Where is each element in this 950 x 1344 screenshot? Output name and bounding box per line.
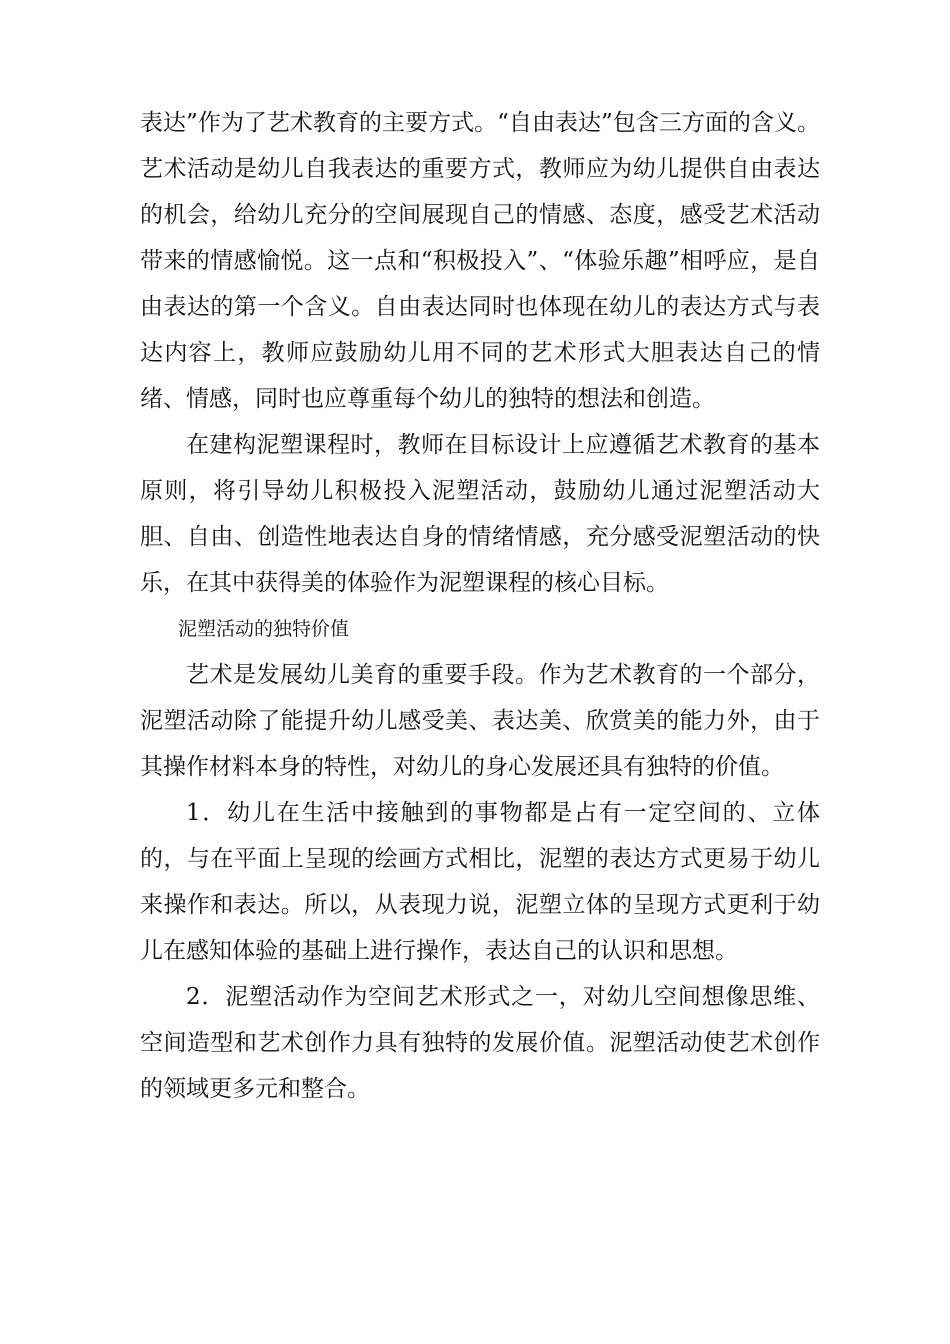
paragraph-point-2: 2．泥塑活动作为空间艺术形式之一，对幼儿空间想像思维、空间造型和艺术创作力具有独特的发展价值。泥塑活动使艺术创作的领域更多元和整合。 <box>140 984 820 1102</box>
document-body <box>140 100 820 1112</box>
paragraph-course-goal: 在建构泥塑课程时，教师在目标设计上应遵循艺术教育的基本原则，将引导幼儿积极投入泥塑活动，鼓励幼儿通过泥塑活动大胆、自由、创造性地表达自身的情绪情感，充分感受泥塑活动的快乐，在其中获得美的体验作为泥塑课程的核心目标。 <box>140 432 820 596</box>
paragraph-continued: 表达”作为了艺术教育的主要方式。“自由表达”包含三方面的含义。艺术活动是幼儿自我表达的重要方式，教师应为幼儿提供自由表达的机会，给幼儿充分的空间展现自己的情感、态度，感受艺术活动带来的情感愉悦。这一点和“积极投入”、“体验乐趣”相呼应，是自由表达的第一个含义。自由表达同时也体现在幼儿的表达方式与表达内容上，教师应鼓励幼儿用不同的艺术形式大胆表达自己的情绪、情感，同时也应尊重每个幼儿的独特的想法和创造。 <box>140 110 820 412</box>
paragraph-art-value: 艺术是发展幼儿美育的重要手段。作为艺术教育的一个部分，泥塑活动除了能提升幼儿感受美、表达美、欣赏美的能力外，由于其操作材料本身的特性，对幼儿的身心发展还具有独特的价值。 <box>140 662 820 780</box>
section-heading: 泥塑活动的独特价值 <box>178 618 350 640</box>
paragraph-point-1: 1．幼儿在生活中接触到的事物都是占有一定空间的、立体的，与在平面上呈现的绘画方式相比，泥塑的表达方式更易于幼儿来操作和表达。所以，从表现力说，泥塑立体的呈现方式更利于幼儿在感知体验的基础上进行操作，表达自己的认识和思想。 <box>140 800 820 964</box>
